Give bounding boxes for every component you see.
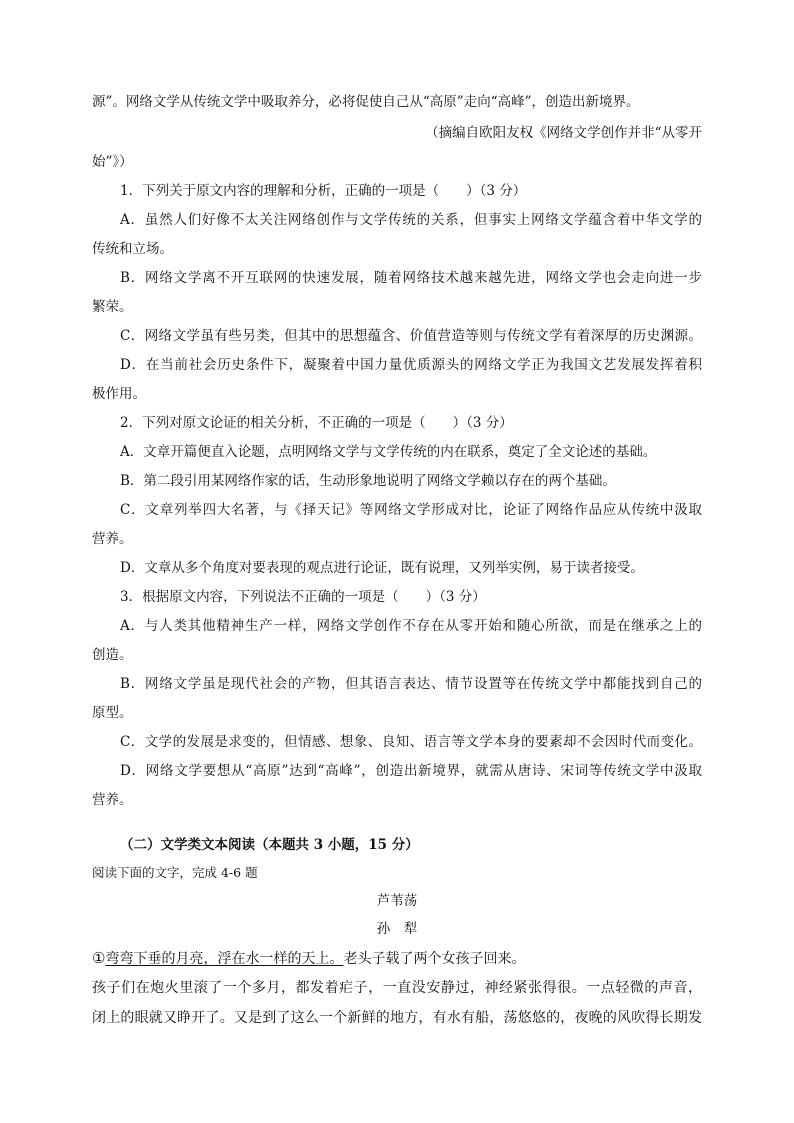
q1-option-b: B．网络文学离不开互联网的快速发展，随着网络技术越来越先进，网络文学也会走向进一步 [120,270,702,286]
question-1-stem: 1．下列关于原文内容的理解和分析，正确的一项是（ ）（3 分） [120,183,527,199]
paragraph-number: ① [92,949,106,967]
q3-option-d: D．网络文学要想从“高原”达到“高峰”，创造出新境界，就需从唐诗、宋词等传统文学中汲取 [120,763,702,779]
q2-option-d: D．文章从多个角度对要表现的观点进行论证，既有说理，又列举实例，易于读者接受。 [120,560,644,576]
story-paragraph-2: 孩子们在炮火里滚了一个多月，都发着疟子，一直没安静过，神经紧张得很。一点轻微的声音， [92,980,702,996]
q3-option-b: B．网络文学虽是现代社会的产物，但其语言表达、情节设置等在传统文学中都能找到自己的 [120,676,702,692]
q2-option-c-cont: 营养。 [92,531,133,547]
source-citation: （摘编自欧阳友权《网络文学创作并非“从零开 [425,125,702,141]
q2-option-a: A．文章开篇便直入论题，点明网络文学与文学传统的内在联系，奠定了全文论述的基础。 [120,444,657,460]
question-2-stem: 2．下列对原文论证的相关分析，不正确的一项是（ ）（3 分） [120,415,513,431]
story-author: 孙 犁 [376,921,418,937]
story-title: 芦苇荡 [376,893,418,909]
reading-instruction: 阅读下面的文字，完成 4-6 题 [92,865,258,880]
q3-option-b-cont: 原型。 [92,705,133,721]
story-paragraph-1 [92,949,702,968]
q1-option-c: C．网络文学虽有些另类，但其中的思想蕴含、价值营造等则与传统文学有着深厚的历史渊源。 [120,328,702,344]
paragraph-1-rest: 老头子载了两个女孩子回来。 [343,951,526,967]
section-heading: （二）文学类文本阅读（本题共 3 小题，15 分） [120,837,419,853]
q1-option-d: D．在当前社会历史条件下，凝聚着中国力量优质源头的网络文学正为我国文艺发展发挥着积 [120,357,702,373]
story-paragraph-2-cont: 闭上的眼就又睁开了。又是到了这么一个新鲜的地方，有水有船，荡悠悠的，夜晚的风吹得长期发 [92,1010,702,1026]
q1-option-a: A．虽然人们好像不太关注网络创作与文学传统的关系，但事实上网络文学蕴含着中华文学的 [120,212,702,228]
question-3-stem: 3．根据原文内容，下列说法不正确的一项是（ ）（3 分） [120,589,486,605]
q1-option-d-cont: 极作用。 [92,386,146,402]
q3-option-a-cont: 创造。 [92,647,133,663]
underlined-sentence: 弯弯下垂的月亮，浮在水一样的天上。 [105,951,344,967]
passage-last-line: 源”。网络文学从传统文学中吸取养分，必将促使自己从“高原”走向“高峰”，创造出新境界。 [92,94,640,110]
q2-option-b: B．第二段引用某网络作家的话，生动形象地说明了网络文学赖以存在的两个基础。 [120,473,616,489]
q1-option-b-cont: 繁荣。 [92,299,133,315]
q3-option-c: C．文学的发展是求变的，但情感、想象、良知、语言等文学本身的要素却不会因时代而变化。 [120,734,702,750]
q2-option-c: C．文章列举四大名著，与《择天记》等网络文学形成对比，论证了网络作品应从传统中汲取 [120,502,702,518]
q3-option-a: A．与人类其他精神生产一样，网络文学创作不存在从零开始和随心所欲，而是在继承之上的 [120,618,702,634]
q3-option-d-cont: 营养。 [92,792,133,808]
q1-option-a-cont: 传统和立场。 [92,241,173,257]
source-citation-cont: 始”》） [92,154,133,170]
